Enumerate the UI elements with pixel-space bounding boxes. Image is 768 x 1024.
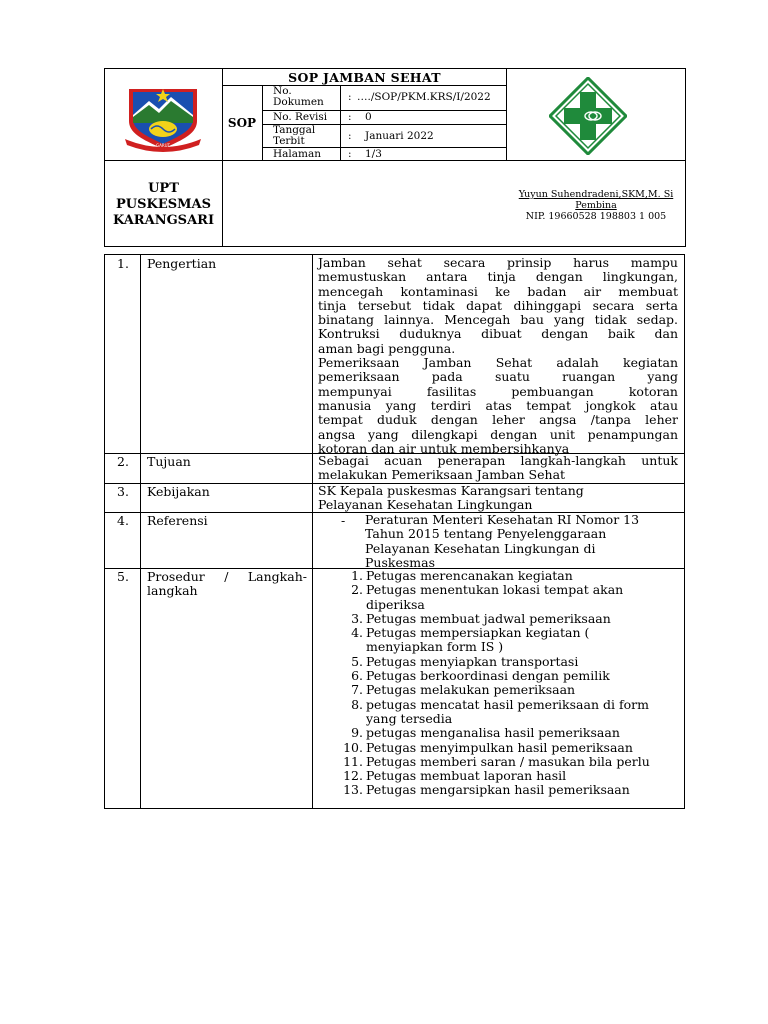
issue-date-sep: : (348, 130, 352, 142)
sop-content-table (104, 254, 685, 809)
procedure-step (342, 783, 662, 797)
procedure-step (342, 612, 662, 626)
revision-sep: : (348, 111, 352, 123)
step-text: Petugas menentukan lokasi tempat akan diperiksa (366, 582, 624, 612)
objective-text: Sebagai acuan penerapan langkah-langkah untuk melakukan Pemeriksaan Jamban Sehat (318, 453, 678, 483)
procedure-step (342, 626, 662, 655)
procedure-step (342, 569, 662, 583)
section-number: 4. (117, 513, 129, 528)
doc-number-sep: : (348, 91, 352, 103)
step-number: 5. (351, 653, 363, 669)
doc-number-value: …./SOP/PKM.KRS/I/2022 (357, 91, 491, 103)
step-number: 9. (351, 725, 363, 741)
step-text: Petugas memberi saran / masukan bila perlu (366, 753, 650, 769)
procedure-step (342, 698, 662, 727)
procedure-step (342, 669, 662, 683)
definition-text: Jamban sehat secara prinsip harus mampu memustuskan antara tinja dengan lingkungan, mencegah kontaminasi ke badan air membuat tinja tersebut tidak dapat dihinggapi secara serta binatang lainnya. Mencegah bau yang tidak sedap. Kontruksi duduknya dibuat dengan baik dan aman bagi pengguna. Pemeriksaan Jamban Sehat adalah kegiatan pemeriksaan pada suatu ruangan yang mempunyai fasilitas pembuangan kotoran manusia yang terdiri atas tempat jongkok atau tempat duduk dengan leher angsa /tanpa leher angsa yang dilengkapi dengan unit penampungan kotoran dan air untuk membersihkanya (318, 255, 678, 456)
step-text: Petugas membuat laporan hasil (366, 768, 567, 784)
organization-name: UPT PUSKESMAS KARANGSARI (112, 181, 215, 228)
section-number: 1. (117, 256, 129, 271)
issue-date-value: Januari 2022 (365, 130, 434, 142)
step-number: 1. (351, 568, 363, 583)
step-text: Petugas menyimpulkan hasil pemeriksaan (366, 739, 633, 755)
step-number: 4. (351, 625, 363, 641)
step-text: Petugas mengarsipkan hasil pemeriksaan (366, 782, 630, 798)
section-number: 2. (117, 454, 129, 469)
step-text: Petugas menyiapkan transportasi (366, 653, 579, 669)
step-number: 8. (351, 696, 363, 712)
logo-caption: GARUT (156, 143, 170, 148)
step-text: Petugas merencanakan kegiatan (366, 568, 573, 583)
page-label: Halaman (273, 148, 322, 160)
step-text: Petugas membuat jadwal pemeriksaan (366, 610, 611, 626)
section-title: Kebijakan (147, 484, 210, 499)
procedure-step (342, 726, 662, 740)
section-number: 3. (117, 484, 129, 499)
sop-label: SOP (227, 116, 257, 130)
procedure-steps-list (342, 569, 662, 798)
step-number: 11. (343, 753, 363, 769)
revision-label: No. Revisi (273, 111, 328, 123)
procedure-step (342, 583, 662, 612)
step-number: 3. (351, 610, 363, 626)
health-cross-logo (549, 77, 627, 155)
step-text: Petugas mempersiapkan kegiatan ( menyiapkan form IS ) (366, 625, 590, 655)
step-number: 7. (351, 682, 363, 698)
reference-dash: - (341, 513, 346, 528)
section-number: 5. (117, 569, 129, 584)
section-title: Tujuan (147, 454, 191, 469)
step-number: 2. (351, 582, 363, 598)
signatory-block (507, 189, 685, 222)
section-title: Pengertian (147, 256, 217, 271)
procedure-step (342, 769, 662, 783)
step-number: 12. (343, 768, 363, 784)
sop-header-table (104, 68, 686, 247)
doc-number-label: No. Dokumen (273, 85, 324, 108)
policy-text: SK Kepala puskesmas Karangsari tentang Pelayanan Kesehatan Lingkungan (318, 483, 584, 513)
issue-date-label: Tanggal Terbit (273, 124, 316, 147)
step-text: petugas menganalisa hasil pemeriksaan (366, 725, 620, 741)
procedure-step (342, 741, 662, 755)
revision-value: 0 (365, 111, 372, 123)
reference-text: Peraturan Menteri Kesehatan RI Nomor 13 Tahun 2015 tentang Penyelenggaraan Pelayanan Kesehatan Lingkungan di Puskesmas (365, 512, 640, 570)
signatory-name: Yuyun Suhendradeni,SKM,M. Si (518, 189, 674, 200)
regional-emblem-logo (121, 83, 205, 153)
section-title: Referensi (147, 513, 208, 528)
step-number: 6. (351, 668, 363, 684)
step-number: 13. (343, 782, 363, 798)
step-number: 10. (343, 739, 363, 755)
signatory-nip: NIP. 19660528 198803 1 005 (525, 211, 667, 222)
procedure-step (342, 655, 662, 669)
step-text: petugas mencatat hasil pemeriksaan di form yang tersedia (366, 696, 649, 726)
step-text: Petugas berkoordinasi dengan pemilik (366, 668, 610, 684)
procedure-step (342, 683, 662, 697)
section-title: Prosedur / Langkah- langkah (147, 569, 307, 599)
signatory-rank: Pembina (575, 200, 617, 211)
step-text: Petugas melakukan pemeriksaan (366, 682, 576, 698)
sop-title: SOP JAMBAN SEHAT (288, 70, 441, 85)
page-sep: : (348, 148, 352, 160)
page-value: 1/3 (365, 148, 382, 160)
procedure-step (342, 755, 662, 769)
